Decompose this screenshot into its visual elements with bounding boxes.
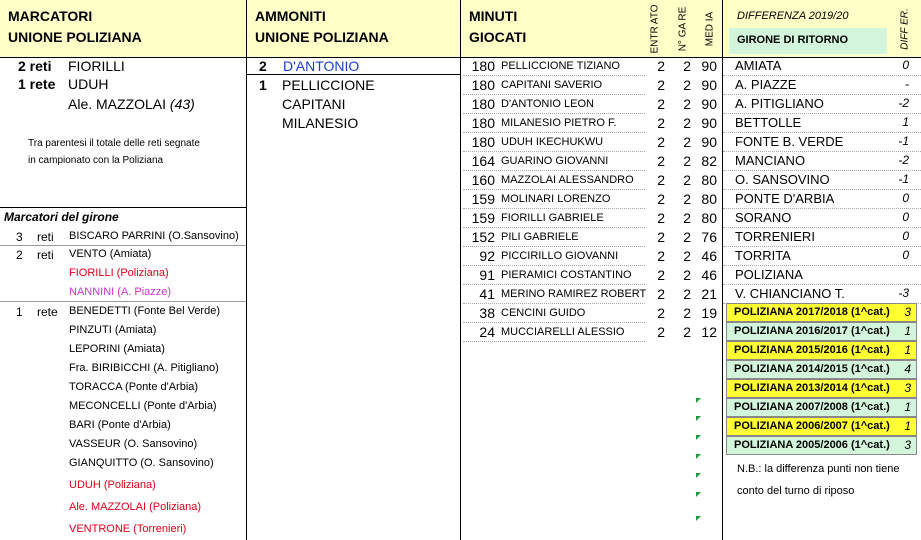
team-name: TORRITA (735, 248, 791, 263)
divider-3 (722, 0, 723, 540)
media-value: 90 (701, 134, 717, 150)
girone-label: reti (37, 248, 54, 262)
ammoniti-header (255, 6, 389, 48)
table-row (735, 171, 915, 189)
minuti-subtitle: GIOCATI (469, 29, 527, 45)
table-row (735, 285, 915, 303)
entrato-value: 2 (657, 134, 665, 150)
marcatore-name: UDUH (68, 76, 109, 92)
media-value: 90 (701, 96, 717, 112)
diff-value: 0 (902, 248, 909, 262)
girone-row (0, 456, 246, 474)
storico-label: POLIZIANA 2006/2007 (1^cat.) (734, 420, 890, 432)
table-row (735, 152, 915, 170)
player-name: MOLINARI LORENZO (501, 193, 611, 205)
team-name: A. PITIGLIANO (735, 96, 824, 111)
marcatori-title: MARCATORI (8, 8, 93, 24)
table-row (463, 57, 722, 75)
ammonito-name: CAPITANI (282, 96, 346, 112)
marcatori-header (8, 6, 142, 48)
girone-row (0, 380, 246, 398)
player-name: MAZZOLAI ALESSANDRO (501, 174, 634, 186)
table-row (735, 266, 915, 284)
storico-row (726, 379, 917, 398)
girone-title: Marcatori del girone (4, 210, 119, 224)
girone-name: Ale. MAZZOLAI (Poliziana) (69, 501, 202, 513)
entrato-value: 2 (657, 324, 665, 340)
girone-name: VASSEUR (O. Sansovino) (69, 438, 198, 450)
ammonito-name: PELLICCIONE (282, 77, 375, 93)
minuti-value: 152 (471, 229, 495, 245)
table-row (463, 304, 722, 322)
player-name: UDUH IKECHUKWU (501, 136, 604, 148)
minuti-value: 38 (479, 305, 495, 321)
table-row (463, 323, 722, 341)
minuti-header (469, 6, 526, 48)
player-name: FIORILLI GABRIELE (501, 212, 604, 224)
diff-er-header: DIFF ER. (899, 8, 911, 50)
marcatori-subtitle: UNIONE POLIZIANA (8, 29, 142, 45)
media-value: 21 (701, 286, 717, 302)
entrato-value: 2 (657, 305, 665, 321)
storico-row (726, 303, 917, 322)
ammonito-row (259, 77, 375, 93)
table-row (463, 266, 722, 284)
storico-row (726, 322, 917, 341)
table-row (463, 285, 722, 303)
girone-row (0, 478, 246, 496)
girone-row (0, 522, 246, 540)
girone-name: PINZUTI (Amiata) (69, 324, 157, 336)
storico-diff: 3 (904, 305, 911, 319)
table-row (463, 76, 722, 94)
storico-row (726, 341, 917, 360)
minuti-value: 24 (479, 324, 495, 340)
player-name: PICCIRILLO GIOVANNI (501, 250, 619, 262)
nb-note (737, 458, 899, 502)
gare-value: 2 (683, 77, 691, 93)
media-value: 82 (701, 153, 717, 169)
diff-value: 0 (902, 58, 909, 72)
marcatore-row-3 (68, 96, 195, 112)
storico-label: POLIZIANA 2014/2015 (1^cat.) (734, 363, 890, 375)
media-value: 90 (701, 77, 717, 93)
girone-row (0, 418, 246, 436)
girone-top-line (0, 207, 246, 208)
minuti-value: 180 (471, 58, 495, 74)
gare-value: 2 (683, 172, 691, 188)
table-row (735, 209, 915, 227)
note-reti-line-1: Tra parentesi il totale delle reti segnate (28, 138, 200, 149)
media-value: 76 (701, 229, 717, 245)
player-name: PELLICCIONE TIZIANO (501, 60, 620, 72)
diff-value: - (905, 77, 909, 91)
entrato-value: 2 (657, 153, 665, 169)
table-row (735, 247, 915, 265)
player-name: CENCINI GUIDO (501, 307, 586, 319)
girone-label: reti (37, 230, 54, 244)
girone-row (0, 266, 246, 284)
table-row (463, 95, 722, 113)
storico-diff: 1 (904, 419, 911, 433)
entrato-value: 2 (657, 229, 665, 245)
team-name: O. SANSOVINO (735, 172, 830, 187)
note-reti (28, 135, 200, 169)
marker-icon (696, 473, 701, 478)
ammonito-row (282, 96, 346, 112)
marcatore-count: 2 reti (18, 58, 52, 74)
girone-name: BARI (Ponte d'Arbia) (69, 419, 171, 431)
storico-label: POLIZIANA 2007/2008 (1^cat.) (734, 401, 890, 413)
ammonito-num: 1 (259, 77, 267, 93)
gare-value: 2 (683, 286, 691, 302)
girone-name: Fra. BIRIBICCHI (A. Pitigliano) (69, 362, 219, 374)
col-gare-header: N° GA RE (677, 6, 689, 52)
differenza-title: DIFFERENZA 2019/20 (737, 10, 849, 22)
entrato-value: 2 (657, 96, 665, 112)
girone-name: VENTO (Amiata) (69, 248, 152, 260)
nb-note-line-1: N.B.: la differenza punti non tiene (737, 463, 900, 475)
media-value: 46 (701, 267, 717, 283)
storico-label: POLIZIANA 2016/2017 (1^cat.) (734, 325, 890, 337)
team-name: FONTE B. VERDE (735, 134, 844, 149)
storico-diff: 4 (904, 362, 911, 376)
ammonito-row (282, 115, 358, 131)
girone-label: rete (37, 305, 58, 319)
gare-value: 2 (683, 267, 691, 283)
entrato-value: 2 (657, 248, 665, 264)
girone-row (0, 500, 246, 518)
gare-value: 2 (683, 210, 691, 226)
entrato-value: 2 (657, 115, 665, 131)
row-separator (463, 341, 645, 342)
ammonito-num: 2 (259, 58, 267, 74)
ammoniti-title: AMMONITI (255, 8, 326, 24)
girone-name: UDUH (Poliziana) (69, 479, 156, 491)
table-row (463, 247, 722, 265)
table-row (463, 133, 722, 151)
table-row (463, 228, 722, 246)
girone-row (0, 342, 246, 360)
minuti-value: 160 (471, 172, 495, 188)
minuti-title: MINUTI (469, 8, 518, 24)
minuti-value: 180 (471, 77, 495, 93)
divider-1 (246, 0, 247, 540)
girone-row (0, 229, 246, 247)
table-row (735, 228, 915, 246)
girone-name: MECONCELLI (Ponte d'Arbia) (69, 400, 217, 412)
entrato-value: 2 (657, 58, 665, 74)
player-name: CAPITANI SAVERIO (501, 79, 603, 91)
storico-row (726, 398, 917, 417)
minuti-value: 92 (479, 248, 495, 264)
player-name: PIERAMICI COSTANTINO (501, 269, 632, 281)
table-row (735, 133, 915, 151)
gare-value: 2 (683, 115, 691, 131)
marcatore-name: Ale. MAZZOLAI (68, 96, 167, 112)
girone-row (0, 437, 246, 455)
girone-row (0, 247, 246, 265)
media-value: 80 (701, 172, 717, 188)
girone-name: GIANQUITTO (O. Sansovino) (69, 457, 214, 469)
table-row (735, 114, 915, 132)
storico-diff: 1 (904, 343, 911, 357)
entrato-value: 2 (657, 172, 665, 188)
girone-row (0, 399, 246, 417)
table-row (735, 95, 915, 113)
media-value: 80 (701, 210, 717, 226)
minuti-value: 180 (471, 96, 495, 112)
ammonito-name: D'ANTONIO (283, 58, 360, 74)
minuti-value: 91 (479, 267, 495, 283)
marcatore-name: FIORILLI (68, 58, 125, 74)
team-name: MANCIANO (735, 153, 806, 168)
girone-ritorno-label (729, 28, 887, 54)
nb-note-line-2: conto del turno di riposo (737, 485, 855, 497)
storico-label: POLIZIANA 2005/2006 (1^cat.) (734, 439, 890, 451)
marker-icon (696, 416, 701, 421)
storico-diff: 1 (904, 324, 911, 338)
girone-name: NANNINI (A. Piazze) (69, 286, 172, 298)
diff-value: -3 (898, 286, 909, 300)
girone-row (0, 285, 246, 303)
storico-diff: 3 (904, 381, 911, 395)
table-row (735, 57, 915, 75)
team-name: POLIZIANA (735, 267, 803, 282)
girone-row (0, 323, 246, 341)
team-name: SORANO (735, 210, 792, 225)
media-value: 90 (701, 115, 717, 131)
girone-name: VENTRONE (Torrenieri) (69, 523, 187, 535)
girone-name: FIORILLI (Poliziana) (69, 267, 169, 279)
storico-row (726, 436, 917, 455)
girone-num: 3 (16, 230, 23, 244)
entrato-value: 2 (657, 267, 665, 283)
ammonito-underline (247, 74, 460, 75)
gare-value: 2 (683, 58, 691, 74)
media-value: 80 (701, 191, 717, 207)
col-entrato-header: ENTR ATO (649, 4, 661, 54)
table-row (463, 209, 722, 227)
marcatore-note: (43) (169, 96, 195, 112)
marker-icon (696, 454, 701, 459)
table-row (463, 190, 722, 208)
diff-value: -2 (898, 96, 909, 110)
note-reti-line-2: in campionato con la Poliziana (28, 155, 164, 166)
marcatore-row-1 (18, 58, 125, 74)
girone-name: LEPORINI (Amiata) (69, 343, 165, 355)
table-row (735, 190, 915, 208)
marker-icon (696, 492, 701, 497)
marcatore-row-2 (18, 76, 109, 92)
media-value: 12 (701, 324, 717, 340)
team-name: A. PIAZZE (735, 77, 797, 92)
player-name: PILI GABRIELE (501, 231, 579, 243)
player-name: MERINO RAMIREZ ROBERT (501, 288, 647, 300)
gare-value: 2 (683, 96, 691, 112)
storico-row (726, 417, 917, 436)
gare-value: 2 (683, 248, 691, 264)
entrato-value: 2 (657, 77, 665, 93)
player-name: MUCCIARELLI ALESSIO (501, 326, 625, 338)
storico-label: POLIZIANA 2013/2014 (1^cat.) (734, 382, 890, 394)
player-name: D'ANTONIO LEON (501, 98, 594, 110)
media-value: 46 (701, 248, 717, 264)
player-name: GUARINO GIOVANNI (501, 155, 609, 167)
storico-diff: 3 (904, 438, 911, 452)
ammonito-row (259, 58, 360, 74)
gare-value: 2 (683, 324, 691, 340)
gare-value: 2 (683, 153, 691, 169)
diff-value: 0 (902, 229, 909, 243)
girone-row (0, 304, 246, 322)
table-row (735, 76, 915, 94)
media-value: 19 (701, 305, 717, 321)
minuti-value: 159 (471, 191, 495, 207)
minuti-value: 41 (479, 286, 495, 302)
col-media-header: MED IA (704, 11, 716, 47)
diff-value: 0 (902, 191, 909, 205)
minuti-value: 180 (471, 115, 495, 131)
team-name: PONTE D'ARBIA (735, 191, 835, 206)
team-name: TORRENIERI (735, 229, 815, 244)
entrato-value: 2 (657, 286, 665, 302)
gare-value: 2 (683, 305, 691, 321)
gare-value: 2 (683, 191, 691, 207)
girone-name: BENEDETTI (Fonte Bel Verde) (69, 305, 220, 317)
team-name: BETTOLLE (735, 115, 802, 130)
girone-ritorno-text: GIRONE DI RITORNO (737, 34, 849, 46)
minuti-value: 159 (471, 210, 495, 226)
entrato-value: 2 (657, 210, 665, 226)
marker-icon (696, 516, 701, 521)
table-row (463, 152, 722, 170)
diff-value: 1 (902, 115, 909, 129)
girone-name: BISCARO PARRINI (O.Sansovino) (69, 230, 239, 242)
girone-num: 2 (16, 248, 23, 262)
diff-value: 0 (902, 210, 909, 224)
team-name: AMIATA (735, 58, 782, 73)
divider-2 (460, 0, 461, 540)
storico-diff: 1 (904, 400, 911, 414)
media-value: 90 (701, 58, 717, 74)
ammoniti-subtitle: UNIONE POLIZIANA (255, 29, 389, 45)
storico-label: POLIZIANA 2015/2016 (1^cat.) (734, 344, 890, 356)
table-row (463, 114, 722, 132)
minuti-value: 164 (471, 153, 495, 169)
marker-icon (696, 398, 701, 403)
marker-icon (696, 435, 701, 440)
storico-row (726, 360, 917, 379)
minuti-value: 180 (471, 134, 495, 150)
girone-name: TORACCA (Ponte d'Arbia) (69, 381, 199, 393)
table-row (463, 171, 722, 189)
ammonito-name: MILANESIO (282, 115, 359, 131)
diff-value: -2 (898, 153, 909, 167)
girone-row (0, 361, 246, 379)
player-name: MILANESIO PIETRO F. (501, 117, 617, 129)
diff-value: -1 (898, 134, 909, 148)
entrato-value: 2 (657, 191, 665, 207)
storico-label: POLIZIANA 2017/2018 (1^cat.) (734, 306, 890, 318)
marcatore-count: 1 rete (18, 76, 56, 92)
gare-value: 2 (683, 229, 691, 245)
team-name: V. CHIANCIANO T. (735, 286, 845, 301)
gare-value: 2 (683, 134, 691, 150)
girone-num: 1 (16, 305, 23, 319)
diff-value: -1 (898, 172, 909, 186)
